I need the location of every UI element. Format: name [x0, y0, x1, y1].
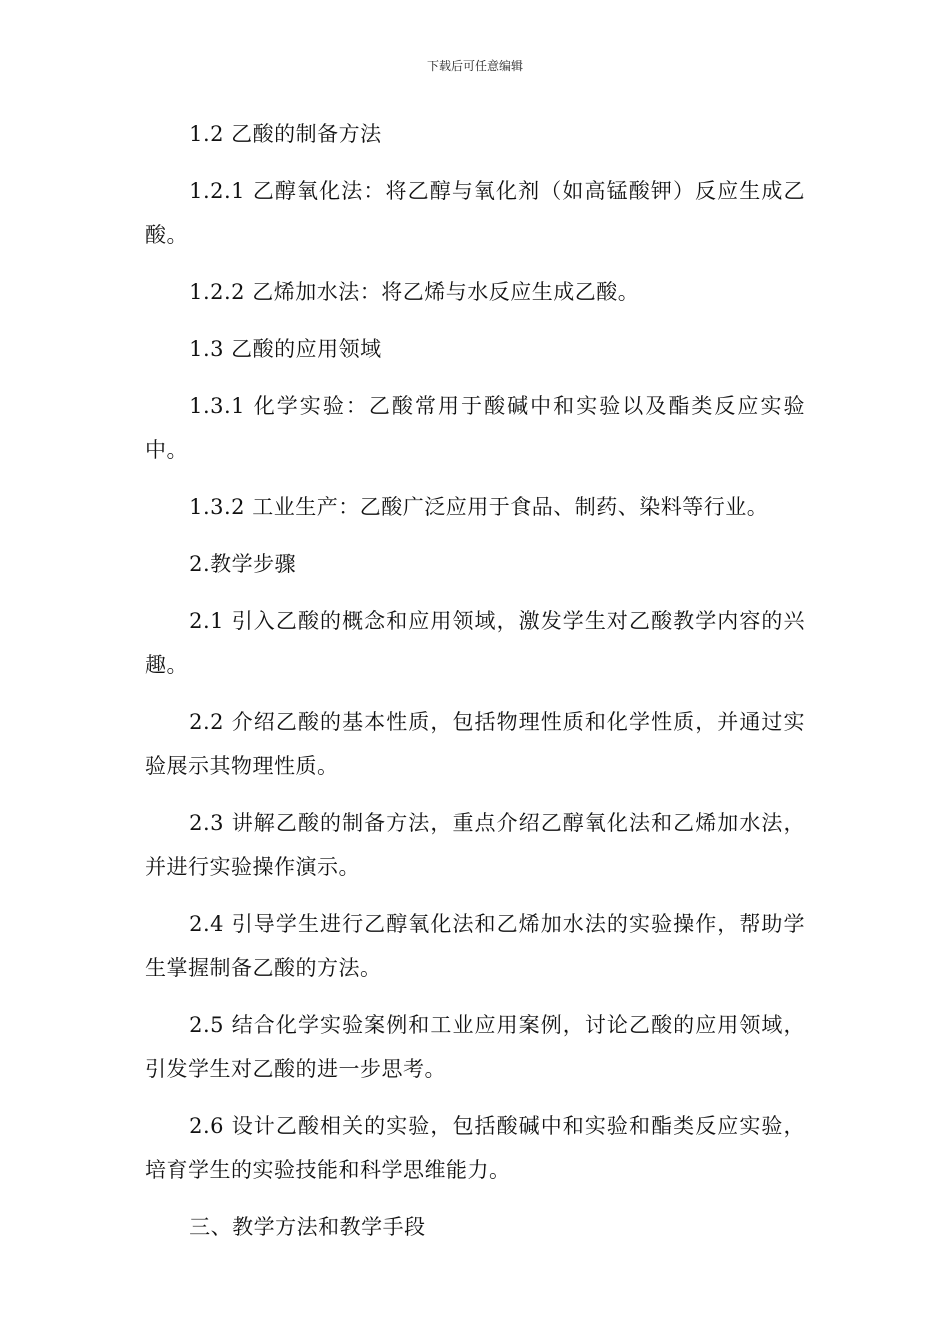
paragraph-2-6: 2.6 设计乙酸相关的实验，包括酸碱中和实验和酯类反应实验，培育学生的实验技能和科学思维能力。	[145, 1114, 805, 1182]
paragraph-2-5: 2.5 结合化学实验案例和工业应用案例，讨论乙酸的应用领域，引发学生对乙酸的进一步思考。	[145, 1013, 805, 1081]
paragraph-1-3-2: 1.3.2 工业生产：乙酸广泛应用于食品、制药、染料等行业。	[189, 495, 769, 519]
heading-1-3: 1.3 乙酸的应用领域	[189, 337, 382, 361]
paragraph-2-2: 2.2 介绍乙酸的基本性质，包括物理性质和化学性质，并通过实验展示其物理性质。	[145, 710, 805, 778]
paragraph-2-4: 2.4 引导学生进行乙醇氧化法和乙烯加水法的实验操作，帮助学生掌握制备乙酸的方法。	[145, 912, 805, 980]
paragraph-2-3: 2.3 讲解乙酸的制备方法，重点介绍乙醇氧化法和乙烯加水法，并进行实验操作演示。	[145, 811, 805, 879]
paragraph-1-2-2: 1.2.2 乙烯加水法：将乙烯与水反应生成乙酸。	[189, 280, 640, 304]
heading-1-2: 1.2 乙酸的制备方法	[189, 122, 382, 146]
heading-2: 2.教学步骤	[189, 552, 297, 576]
paragraph-1-3-1: 1.3.1 化学实验：乙酸常用于酸碱中和实验以及酯类反应实验中。	[145, 394, 805, 462]
paragraph-2-1: 2.1 引入乙酸的概念和应用领域，激发学生对乙酸教学内容的兴趣。	[145, 609, 805, 677]
heading-3: 三、教学方法和教学手段	[189, 1215, 426, 1239]
paragraph-1-2-1: 1.2.1 乙醇氧化法：将乙醇与氧化剂（如高锰酸钾）反应生成乙酸。	[145, 179, 805, 247]
document-body	[145, 112, 805, 1262]
page-header: 下载后可任意编辑	[426, 59, 523, 73]
